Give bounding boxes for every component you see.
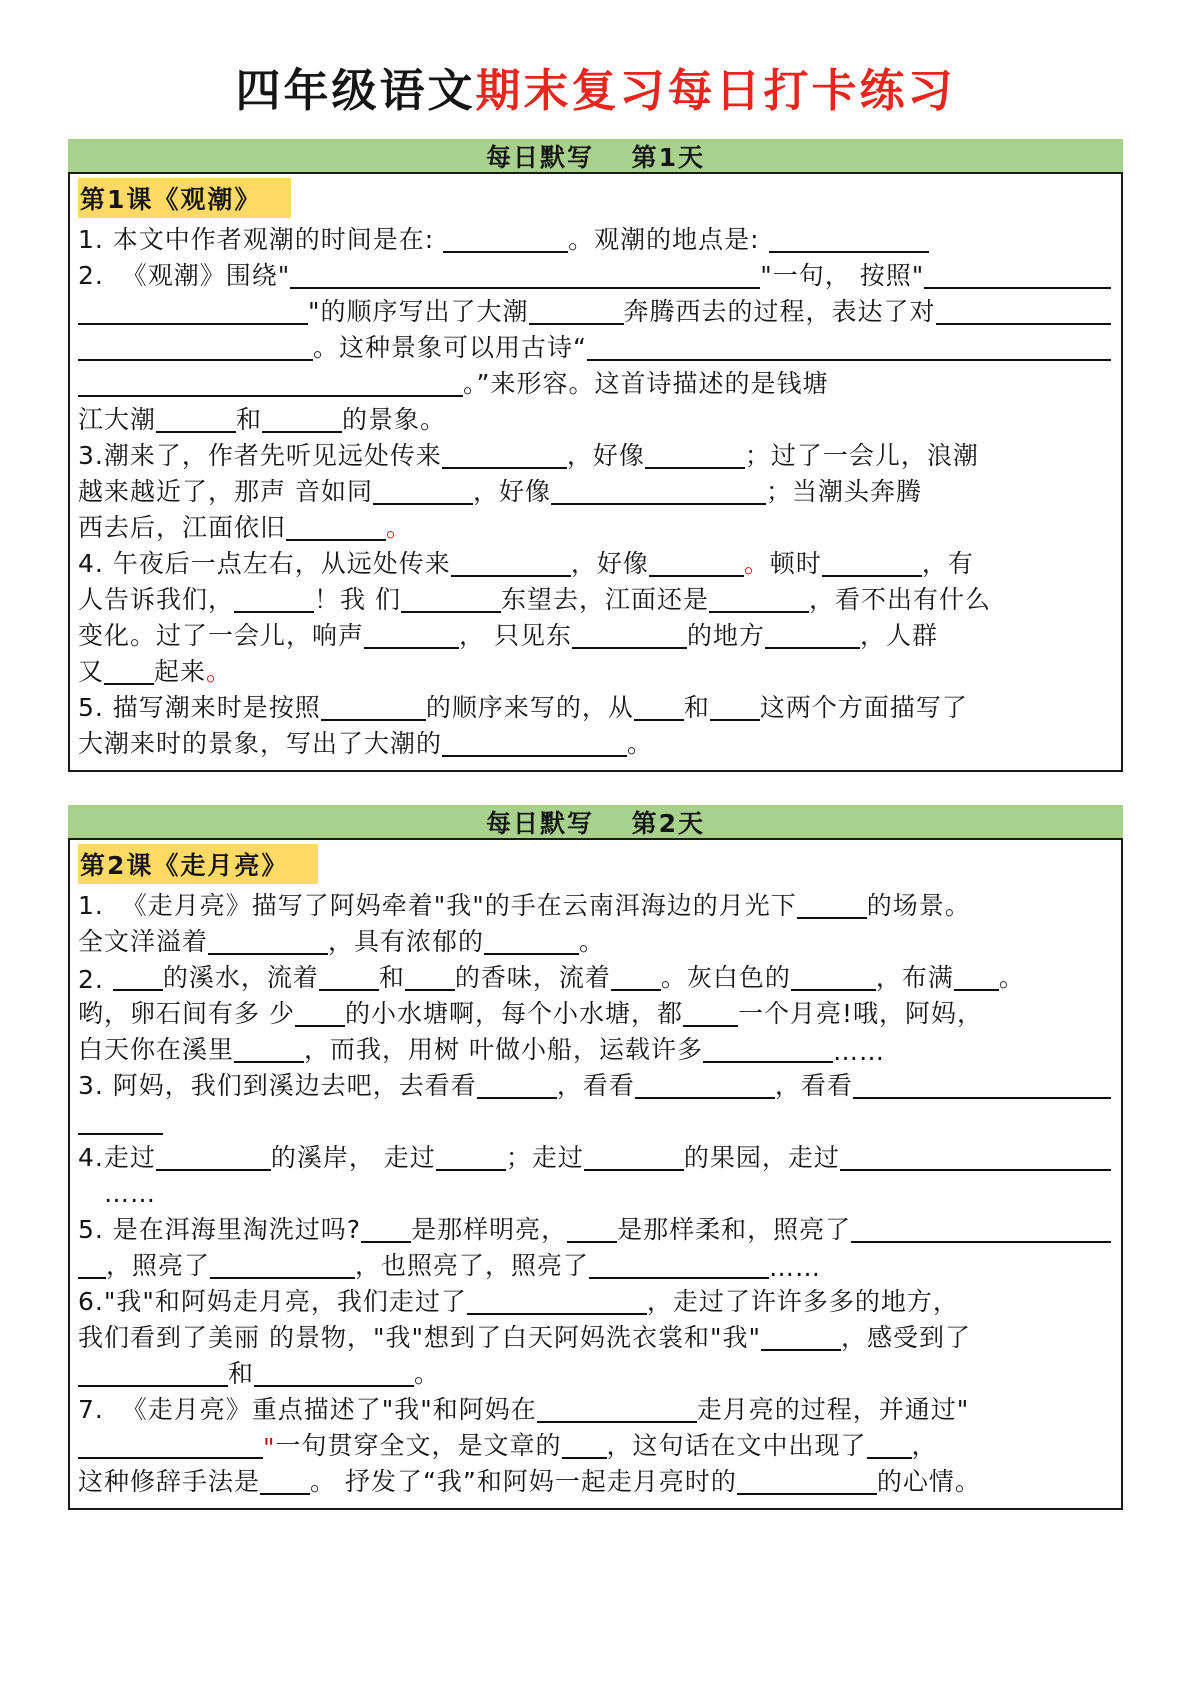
- worksheet-line: [78, 544, 1111, 580]
- text-run: 。”来形容。这首诗描述的是钱塘: [463, 369, 829, 398]
- text-run: 西去后，江面依旧: [78, 513, 287, 542]
- text-run: ，也照亮了，照亮了: [355, 1251, 590, 1280]
- answer-blank: [761, 1325, 841, 1351]
- worksheet-line: [78, 220, 1111, 256]
- text-run: 是那样明亮，: [411, 1215, 568, 1244]
- text-run: ，具有浓郁的: [328, 927, 485, 956]
- page-title-red: 期末复习每日打卡练习: [475, 64, 956, 117]
- text-run: 2.: [78, 965, 113, 994]
- text-run: ，看看: [556, 1071, 635, 1100]
- lesson-1-title-row: [78, 178, 1111, 220]
- text-run: 。: [998, 963, 1025, 992]
- answer-blank: [635, 1073, 775, 1099]
- answer-blank: [840, 1145, 1111, 1171]
- worksheet-line: [78, 886, 1111, 922]
- text-run: 。: [414, 1359, 441, 1388]
- answer-blank: [321, 695, 426, 721]
- text-run: 和: [236, 405, 263, 434]
- answer-blank: [551, 479, 766, 505]
- text-run: 5. 是在洱海里淘洗过吗?: [78, 1215, 362, 1244]
- answer-blank: [442, 731, 627, 757]
- answer-blank: [234, 587, 314, 613]
- red-punctuation: 。: [386, 513, 413, 542]
- worksheet-line: [78, 292, 1111, 328]
- page-title: [0, 54, 1191, 119]
- answer-blank: [634, 695, 684, 721]
- answer-blank: [484, 929, 579, 955]
- lesson-2-title: 第2课《走月亮》: [78, 844, 318, 884]
- lesson-1-lines: [78, 220, 1111, 760]
- answer-blank: [260, 1469, 310, 1495]
- text-run: 我们看到了美丽 的景物，"我"想到了白天阿妈洗衣裳和"我": [78, 1323, 761, 1352]
- text-run: 的果园，走过: [683, 1143, 840, 1172]
- answer-blank: [710, 695, 760, 721]
- text-run: ……: [769, 1253, 822, 1282]
- answer-blank: [78, 335, 313, 361]
- text-run: 这两个方面描写了: [759, 693, 968, 722]
- red-punctuation: 。: [743, 549, 770, 578]
- text-run: ……: [78, 1179, 157, 1208]
- text-run: 1. 《走月亮》描写了阿妈牵着"我"的手在云南洱海边的月光下: [78, 891, 797, 920]
- answer-blank: [78, 1361, 228, 1387]
- worksheet-line: [78, 922, 1111, 958]
- text-run: 一个月亮!哦，阿妈，: [737, 999, 983, 1028]
- answer-blank: [78, 1109, 163, 1135]
- worksheet-line: [78, 652, 1111, 688]
- answer-blank: [572, 623, 687, 649]
- text-run: 奔腾西去的过程，表达了对: [623, 297, 936, 326]
- answer-blank: [853, 1073, 1111, 1099]
- text-run: 越来越近了，那声 音如同: [78, 477, 373, 506]
- worksheet-line: [78, 472, 1111, 508]
- text-run: 的地方: [686, 621, 765, 650]
- text-run: ；当潮头奔腾: [765, 477, 922, 506]
- text-run: 。: [579, 927, 606, 956]
- text-run: 又: [78, 657, 105, 686]
- text-run: 7. 《走月亮》重点描述了"我"和阿妈在: [78, 1395, 537, 1424]
- text-run: ……: [832, 1037, 885, 1066]
- answer-blank: [156, 1145, 271, 1171]
- text-run: 的景象。: [342, 405, 447, 434]
- text-run: 的香味，流着: [454, 963, 611, 992]
- text-run: ！我 们: [314, 585, 401, 614]
- worksheet-line: [78, 1426, 1111, 1462]
- section-day-1: [68, 139, 1123, 772]
- text-run: 。这种景象可以用古诗“: [313, 333, 587, 362]
- answer-blank: [78, 371, 463, 397]
- worksheet-line: [78, 1174, 1111, 1210]
- answer-blank: [319, 965, 379, 991]
- text-run: 4. 午夜后一点左右，从远处传来: [78, 549, 451, 578]
- answer-blank: [436, 1145, 506, 1171]
- answer-blank: [709, 587, 809, 613]
- text-run: 大潮来时的景象，写出了大潮的: [78, 729, 443, 758]
- answer-blank: [584, 1145, 684, 1171]
- text-run: ，看看: [774, 1071, 853, 1100]
- worksheet-line: [78, 1102, 1111, 1138]
- day-1-banner: 每日默写 第1天: [68, 139, 1123, 172]
- worksheet-line: [78, 1138, 1111, 1174]
- lesson-2-title-row: [78, 844, 1111, 886]
- red-punctuation: ": [263, 1433, 276, 1462]
- text-run: ， 只见东: [459, 621, 572, 650]
- text-run: 这种修辞手法是: [78, 1467, 261, 1496]
- answer-blank: [537, 1397, 697, 1423]
- answer-blank: [529, 299, 624, 325]
- worksheet-line: [78, 1246, 1111, 1282]
- answer-blank: [765, 623, 860, 649]
- worksheet-line: [78, 364, 1111, 400]
- text-run: 白天你在溪里: [78, 1035, 235, 1064]
- day-2-banner: 每日默写 第2天: [68, 805, 1123, 838]
- text-run: ，: [911, 1431, 938, 1460]
- answer-blank: [295, 1001, 345, 1027]
- answer-blank: [373, 479, 473, 505]
- text-run: 。观潮的地点是:: [568, 225, 769, 254]
- text-run: 2. 《观潮》围绕": [78, 261, 291, 290]
- text-run: ，好像: [566, 441, 645, 470]
- text-run: "一句， 按照": [760, 261, 925, 290]
- text-run: ，好像: [472, 477, 551, 506]
- answer-blank: [477, 1073, 557, 1099]
- text-run: 的溪岸， 走过: [270, 1143, 436, 1172]
- worksheet-line: [78, 724, 1111, 760]
- text-run: 和: [378, 963, 405, 992]
- text-run: 1. 本文中作者观潮的时间是在:: [78, 225, 444, 254]
- text-run: 和: [228, 1359, 255, 1388]
- worksheet-line: [78, 328, 1111, 364]
- worksheet-line: [78, 1354, 1111, 1390]
- text-run: ，好像: [570, 549, 649, 578]
- worksheet-line: [78, 1066, 1111, 1102]
- text-run: 的溪水，流着: [162, 963, 319, 992]
- section-day-2: [68, 805, 1123, 1510]
- lesson-1-title: 第1课《观潮》: [78, 178, 291, 218]
- answer-blank: [290, 263, 760, 289]
- worksheet-line: [78, 1282, 1111, 1318]
- answer-blank: [104, 659, 154, 685]
- text-run: 。灰白色的: [660, 963, 791, 992]
- worksheet-line: [78, 994, 1111, 1030]
- worksheet-line: [78, 1210, 1111, 1246]
- text-run: ，这句话在文中出现了: [606, 1431, 867, 1460]
- text-run: 全文洋溢着: [78, 927, 209, 956]
- answer-blank: [924, 263, 1111, 289]
- text-run: 。 抒发了“我”和阿妈一起走月亮时的: [310, 1467, 737, 1496]
- text-run: 的场景。: [866, 891, 971, 920]
- answer-blank: [361, 1217, 411, 1243]
- answer-blank: [954, 965, 999, 991]
- text-run: ，布满: [875, 963, 954, 992]
- text-run: 东望去，江面还是: [500, 585, 709, 614]
- text-run: 人告诉我们，: [78, 585, 235, 614]
- text-run: ，而我，用树 叶做小船，运载许多: [304, 1035, 703, 1064]
- text-run: ，看不出有什么: [808, 585, 991, 614]
- day-1-box: [68, 172, 1123, 772]
- answer-blank: [936, 299, 1111, 325]
- worksheet-line: [78, 1318, 1111, 1354]
- answer-blank: [364, 623, 459, 649]
- answer-blank: [645, 443, 745, 469]
- text-run: 一句贯穿全文，是文章的: [275, 1431, 562, 1460]
- answer-blank: [822, 551, 922, 577]
- worksheet-line: [78, 400, 1111, 436]
- red-punctuation: 。: [206, 657, 233, 686]
- worksheet-line: [78, 1462, 1111, 1498]
- text-run: 5. 描写潮来时是按照: [78, 693, 321, 722]
- answer-blank: [562, 1433, 607, 1459]
- answer-blank: [649, 551, 744, 577]
- answer-blank: [405, 965, 455, 991]
- text-run: 的小水塘啊，每个小水塘，都: [344, 999, 683, 1028]
- text-run: ，有: [921, 549, 974, 578]
- worksheet-line: [78, 1030, 1111, 1066]
- text-run: 和: [683, 693, 710, 722]
- answer-blank: [78, 1253, 106, 1279]
- answer-blank: [611, 965, 661, 991]
- text-run: 4.走过: [78, 1143, 156, 1172]
- text-run: 6."我"和阿妈走月亮，我们走过了: [78, 1287, 467, 1316]
- worksheet-line: [78, 958, 1111, 994]
- day-2-box: [68, 838, 1123, 1510]
- text-run: 3.潮来了，作者先听见远处传来: [78, 441, 442, 470]
- answer-blank: [208, 929, 328, 955]
- answer-blank: [769, 227, 929, 253]
- answer-blank: [78, 299, 308, 325]
- text-run: ，人群: [859, 621, 938, 650]
- worksheet-line: [78, 616, 1111, 652]
- text-run: 的顺序来写的，从: [425, 693, 634, 722]
- answer-blank: [234, 1037, 304, 1063]
- answer-blank: [737, 1469, 877, 1495]
- text-run: 的心情。: [876, 1467, 981, 1496]
- answer-blank: [867, 1433, 912, 1459]
- answer-blank: [567, 1217, 617, 1243]
- page-title-black: 四年级语文: [235, 64, 476, 117]
- answer-blank: [791, 965, 876, 991]
- answer-blank: [262, 407, 342, 433]
- text-run: 走月亮的过程，并通过": [696, 1395, 970, 1424]
- text-run: 是那样柔和，照亮了: [617, 1215, 852, 1244]
- answer-blank: [683, 1001, 738, 1027]
- worksheet-line: [78, 580, 1111, 616]
- answer-blank: [467, 1289, 647, 1315]
- answer-blank: [443, 227, 568, 253]
- answer-blank: [286, 515, 386, 541]
- answer-blank: [851, 1217, 1111, 1243]
- answer-blank: [703, 1037, 833, 1063]
- answer-blank: [797, 893, 867, 919]
- text-run: ，走过了许许多多的地方，: [646, 1287, 959, 1316]
- text-run: 顿时: [769, 549, 822, 578]
- lesson-2-lines: [78, 886, 1111, 1498]
- worksheet-line: [78, 508, 1111, 544]
- answer-blank: [78, 1433, 263, 1459]
- text-run: "的顺序写出了大潮: [308, 297, 529, 326]
- answer-blank: [156, 407, 236, 433]
- text-run: ，照亮了: [106, 1251, 211, 1280]
- answer-blank: [401, 587, 501, 613]
- worksheet-line: [78, 1390, 1111, 1426]
- text-run: 江大潮: [78, 405, 157, 434]
- answer-blank: [442, 443, 567, 469]
- text-run: 3. 阿妈，我们到溪边去吧，去看看: [78, 1071, 477, 1100]
- text-run: 哟，卵石间有多 少: [78, 999, 295, 1028]
- answer-blank: [210, 1253, 355, 1279]
- worksheet-line: [78, 436, 1111, 472]
- worksheet-line: [78, 256, 1111, 292]
- answer-blank: [451, 551, 571, 577]
- worksheet-line: [78, 688, 1111, 724]
- text-run: 变化。过了一会儿，响声: [78, 621, 365, 650]
- text-run: ；走过: [505, 1143, 584, 1172]
- answer-blank: [589, 1253, 769, 1279]
- answer-blank: [113, 965, 163, 991]
- text-run: ，感受到了: [840, 1323, 971, 1352]
- text-run: 起来: [154, 657, 207, 686]
- text-run: 。: [627, 729, 654, 758]
- answer-blank: [254, 1361, 414, 1387]
- answer-blank: [587, 335, 1111, 361]
- text-run: ；过了一会儿，浪潮: [744, 441, 979, 470]
